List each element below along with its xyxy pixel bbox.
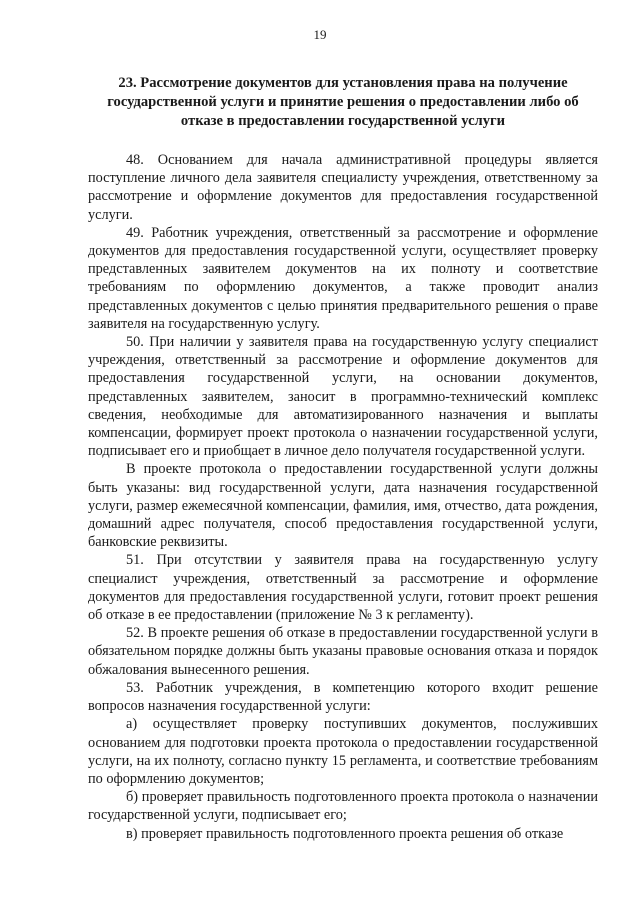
paragraph-48: 48. Основанием для начала административной процедуры является поступление личного дела заявителя специалисту учреждения, ответственному за рассмотрение и оформление документов для предоставления государственной услуги. (88, 152, 598, 223)
page-number: 19 (313, 27, 327, 42)
section-title: 23. Рассмотрение документов для установления права на получение государственной услуги и принятие решения о предоставлении либо об отказе в предоставлении государственной услуги (107, 75, 579, 129)
paragraph-49: 49. Работник учреждения, ответственный за рассмотрение и оформление документов для предоставления государственной услуги, осуществляет проверку представленных заявителем документов на их полноту и соответствие требованиям по оформлению документов, а также проводит анализ представленных документов с целью принятия предварительного решения о праве заявителя на государственную услугу. (88, 224, 598, 332)
paragraph-53-b: б) проверяет правильность подготовленного проекта протокола о назначении государственной услуги, подписывает его; (88, 789, 598, 824)
document-body (88, 151, 598, 843)
paragraph-protocol-contents: В проекте протокола о предоставлении государственной услуги должны быть указаны: вид государственной услуги, дата назначения государственной услуги, размер ежемесячной компенсации, фамилия, имя, отчество, дата рождения, домашний адрес получателя, способ предоставления государственной услуги, банковские реквизиты. (88, 461, 598, 551)
paragraph-50: 50. При наличии у заявителя права на государственную услугу специалист учреждения, ответственный за рассмотрение и оформление документов для предоставления государственной услуги, на основании документов, представленных заявителем, заносит в программно-технический комплекс сведения, необходимые для автоматизированного назначения и выплаты компенсации, формирует проект протокола о назначении государственной услуги, подписывает его и приобщает в личное дело получателя государственной услуги. (88, 334, 598, 460)
paragraph-51: 51. При отсутствии у заявителя права на государственную услугу специалист учреждения, ответственный за рассмотрение и оформление документов для предоставления государственной услуги, готовит проект решения об отказе в ее предоставлении (приложение № 3 к регламенту). (88, 552, 598, 624)
paragraph-53-a: а) осуществляет проверку поступивших документов, послуживших основанием для подготовки проекта протокола о предоставлении государственной услуги, на их полноту, согласно пункту 15 регламента, и соответствие требованиям по оформлению документов; (88, 716, 598, 787)
paragraph-52: 52. В проекте решения об отказе в предоставлении государственной услуги в обязательном порядке должны быть указаны правовые основания отказа и порядок обжалования вынесенного решения. (88, 625, 598, 678)
paragraph-53-v: в) проверяет правильность подготовленного проекта решения об отказе (126, 825, 564, 842)
paragraph-53: 53. Работник учреждения, в компетенцию которого входит решение вопросов назначения государственной услуги: (88, 679, 598, 715)
